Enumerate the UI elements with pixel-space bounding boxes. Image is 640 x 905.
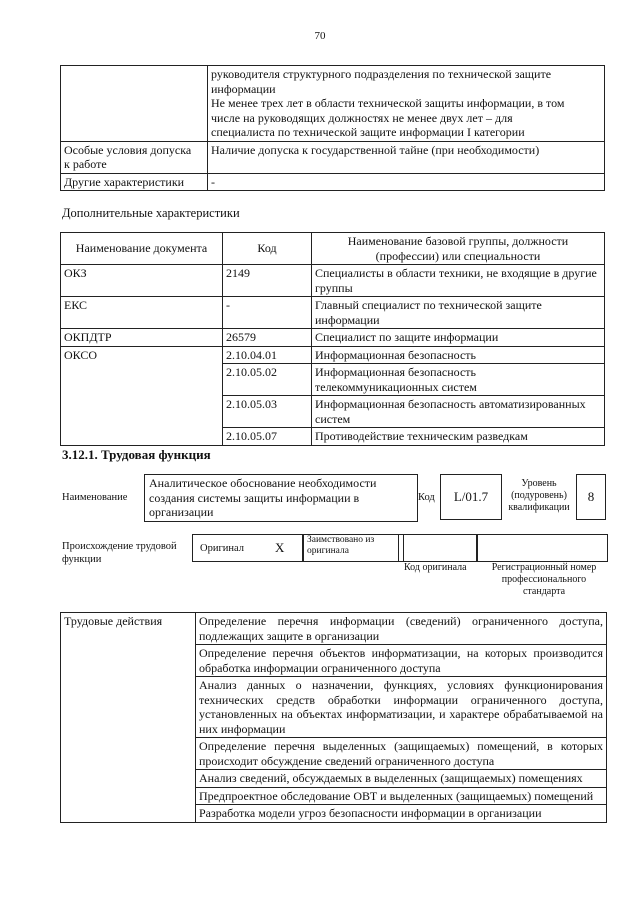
header-name xyxy=(312,233,605,265)
doc-cell: ОКСО xyxy=(61,346,223,445)
name-cell: Главный специалист по технической защите информации xyxy=(312,297,605,329)
function-name-value: Аналитическое обоснование необходимости создания системы защиты информации в организации xyxy=(144,474,418,522)
doc-cell: ЕКС xyxy=(61,297,223,329)
code-cell: - xyxy=(223,297,312,329)
special-conditions-label: Особые условия допуска xyxy=(64,142,192,157)
original-box xyxy=(192,534,304,562)
code-cell: 2.10.05.02 xyxy=(223,364,312,396)
labour-actions-table xyxy=(60,612,607,823)
text-line: информации xyxy=(211,81,276,96)
origin-label-line: функции xyxy=(62,554,102,565)
text-line: специалиста по технической защите информации I категории xyxy=(211,125,525,139)
name-cell: Специалист по защите информации xyxy=(312,329,605,347)
action-item: Определение перечня информации (сведений) ограниченного доступа, подлежащих защите в организации xyxy=(196,613,607,645)
origin-label xyxy=(62,540,177,566)
reg-number-label-line: профессионального xyxy=(501,574,587,585)
header-doc: Наименование документа xyxy=(61,233,223,265)
other-label: Другие характеристики xyxy=(61,173,208,191)
special-conditions-label: к работе xyxy=(64,157,107,171)
requirements-table xyxy=(60,65,605,191)
additional-characteristics-table xyxy=(60,232,605,446)
original-mark: X xyxy=(275,540,285,555)
table-row xyxy=(61,613,607,645)
origin-label-line: Происхождение трудовой xyxy=(62,541,177,552)
name-cell: Специалисты в области техники, не входящие в другие группы xyxy=(312,265,605,297)
level-label xyxy=(503,478,575,514)
table-row xyxy=(61,329,605,347)
table-cell xyxy=(61,66,208,142)
other-value: - xyxy=(208,173,605,191)
table-cell xyxy=(208,66,605,142)
action-item: Предпроектное обследование ОВТ и выделенных (защищаемых) помещений xyxy=(196,787,607,805)
special-conditions-value: Наличие допуска к государственной тайне (при необходимости) xyxy=(208,141,605,173)
borrowed-label-line: Заимствовано из xyxy=(307,535,375,545)
text-line: руководителя структурного подразделения по технической защите xyxy=(211,67,552,81)
table-row xyxy=(61,66,605,142)
header-name-line: Наименование базовой группы, должности xyxy=(347,234,569,248)
table-cell xyxy=(61,141,208,173)
table-row xyxy=(61,141,605,173)
header-code: Код xyxy=(223,233,312,265)
action-item: Анализ сведений, обсуждаемых в выделенных (защищаемых) помещениях xyxy=(196,770,607,788)
text-line: числе на руководящих должностях не менее двух лет – для xyxy=(211,110,513,125)
code-cell: 2.10.04.01 xyxy=(223,346,312,364)
section-title: Дополнительные характеристики xyxy=(62,206,240,220)
action-item: Определение перечня объектов информатизации, на которых производится обработка информации ограниченного доступа xyxy=(196,645,607,677)
action-item: Определение перечня выделенных (защищаемых) помещений, в которых происходит обсуждение сведений ограниченного доступа xyxy=(196,738,607,770)
code-label: Код xyxy=(418,492,435,503)
name-cell: Противодействие техническим разведкам xyxy=(312,428,605,446)
action-item: Анализ данных о назначении, функциях, условиях функционирования технических средств обработки информации ограниченного доступа, установленных на объектах информатизации, и характере обрабатываемой на них информации xyxy=(196,677,607,738)
table-row xyxy=(61,346,605,364)
table-header-row xyxy=(61,233,605,265)
reg-number-label-line: Регистрационный номер xyxy=(491,562,597,573)
name-cell: Информационная безопасность телекоммуникационных систем xyxy=(312,364,605,396)
doc-cell: ОКПДТР xyxy=(61,329,223,347)
code-cell: 2.10.05.07 xyxy=(223,428,312,446)
original-code-box xyxy=(398,534,478,562)
doc-cell: ОКЗ xyxy=(61,265,223,297)
action-item: Разработка модели угроз безопасности информации в организации xyxy=(196,805,607,823)
table-row xyxy=(61,297,605,329)
orig-code-label: Код оригинала xyxy=(404,562,467,573)
page-number: 70 xyxy=(314,30,326,42)
header-name-line: (профессии) или специальности xyxy=(375,248,541,263)
reg-number-box xyxy=(476,534,608,562)
borrowed-box xyxy=(302,534,404,562)
text-line: Не менее трех лет в области технической защиты информации, в том xyxy=(211,96,565,110)
code-cell: 2149 xyxy=(223,265,312,297)
name-cell: Информационная безопасность xyxy=(312,346,605,364)
code-cell: 2.10.05.03 xyxy=(223,396,312,428)
original-label: Оригинал xyxy=(200,543,244,554)
table-row xyxy=(61,265,605,297)
function-title: 3.12.1. Трудовая функция xyxy=(62,447,211,462)
table-row xyxy=(61,173,605,191)
reg-number-label-line: стандарта xyxy=(522,586,566,597)
level-label-line: Уровень xyxy=(521,478,557,489)
level-value: 8 xyxy=(576,474,606,520)
name-cell: Информационная безопасность автоматизированных систем xyxy=(312,396,605,428)
level-label-line: (подуровень) xyxy=(511,490,567,501)
name-label: Наименование xyxy=(62,492,128,503)
function-code-value: L/01.7 xyxy=(440,474,502,520)
reg-number-label xyxy=(480,562,608,598)
level-label-line: квалификации xyxy=(508,502,570,513)
actions-label: Трудовые действия xyxy=(61,613,196,823)
code-cell: 26579 xyxy=(223,329,312,347)
borrowed-label-line: оригинала xyxy=(307,546,349,556)
